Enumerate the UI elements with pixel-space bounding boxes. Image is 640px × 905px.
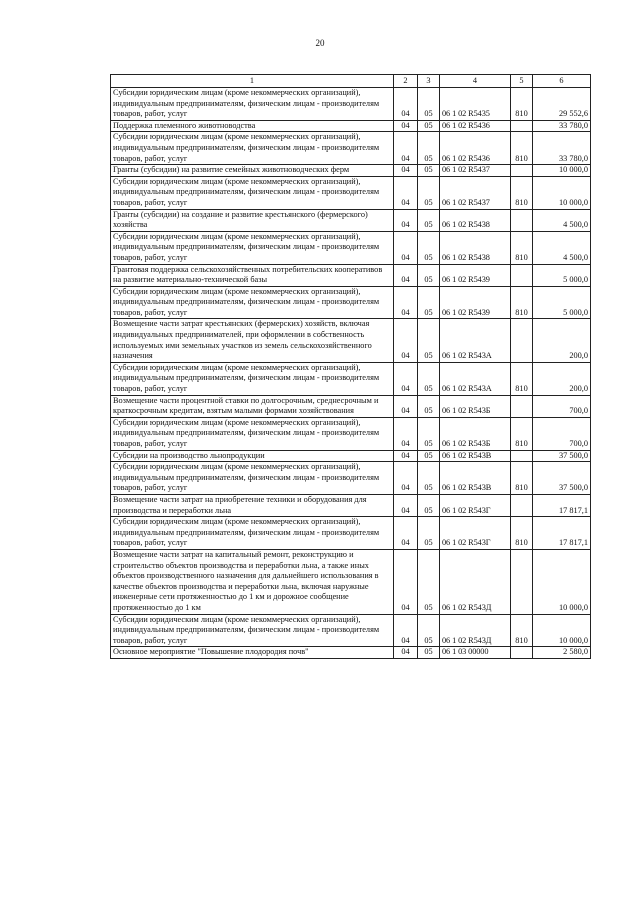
row-amount-cell: 200,0 [533,319,591,362]
row-amount-cell: 5 000,0 [533,286,591,319]
row-section-cell: 04 [394,549,418,614]
row-target-code-cell: 06 1 02 R5436 [440,120,511,132]
row-target-code-cell: 06 1 02 R5438 [440,209,511,231]
row-section-cell: 04 [394,132,418,165]
table-row [111,165,591,177]
table-row [111,450,591,462]
header-col-1: 1 [111,75,394,88]
row-subsection-cell: 05 [418,165,440,177]
row-amount-cell: 29 552,6 [533,88,591,121]
row-amount-cell: 4 500,0 [533,209,591,231]
row-expense-type-cell: 810 [511,417,533,450]
row-section-cell: 04 [394,614,418,647]
table-row [111,647,591,659]
row-subsection-cell: 05 [418,120,440,132]
row-subsection-cell: 05 [418,264,440,286]
table-row [111,132,591,165]
row-name-cell: Гранты (субсидии) на развитие семейных животноводческих ферм [111,165,394,177]
row-name-cell: Возмещение части затрат на капитальный ремонт, реконструкцию и строительство объектов производства и переработки льна, а также иных объектов производственного назначения для дальнейшего использования в качестве объектов производства и переработки льна, включая наружные инженерные сети протяженностью до 1 км и дорожное сообщение протяженностью до 1 км [111,549,394,614]
row-expense-type-cell [511,450,533,462]
row-target-code-cell: 06 1 02 R543Г [440,494,511,516]
row-subsection-cell: 05 [418,450,440,462]
table-row [111,264,591,286]
row-expense-type-cell [511,647,533,659]
row-subsection-cell: 05 [418,614,440,647]
row-name-cell: Субсидии юридическим лицам (кроме некоммерческих организаций), индивидуальным предпринимателям, физическим лицам - производителям товаров, работ, услуг [111,614,394,647]
budget-table [110,74,591,659]
row-section-cell: 04 [394,286,418,319]
row-amount-cell: 200,0 [533,362,591,395]
row-amount-cell: 37 500,0 [533,450,591,462]
table-row [111,231,591,264]
row-section-cell: 04 [394,517,418,550]
row-target-code-cell: 06 1 03 00000 [440,647,511,659]
row-section-cell: 04 [394,209,418,231]
row-amount-cell: 10 000,0 [533,614,591,647]
row-name-cell: Субсидии юридическим лицам (кроме некоммерческих организаций), индивидуальным предпринимателям, физическим лицам - производителям товаров, работ, услуг [111,362,394,395]
row-amount-cell: 33 780,0 [533,120,591,132]
row-target-code-cell: 06 1 02 R5439 [440,286,511,319]
row-amount-cell: 17 817,1 [533,517,591,550]
row-section-cell: 04 [394,120,418,132]
row-section-cell: 04 [394,417,418,450]
row-target-code-cell: 06 1 02 R5437 [440,165,511,177]
row-expense-type-cell [511,395,533,417]
row-amount-cell: 4 500,0 [533,231,591,264]
table-row [111,88,591,121]
row-name-cell: Субсидии юридическим лицам (кроме некоммерческих организаций), индивидуальным предпринимателям, физическим лицам - производителям товаров, работ, услуг [111,231,394,264]
row-subsection-cell: 05 [418,517,440,550]
row-target-code-cell: 06 1 02 R543Б [440,417,511,450]
row-amount-cell: 700,0 [533,417,591,450]
row-name-cell: Основное мероприятие "Повышение плодородия почв" [111,647,394,659]
row-expense-type-cell [511,165,533,177]
row-section-cell: 04 [394,264,418,286]
row-name-cell: Субсидии юридическим лицам (кроме некоммерческих организаций), индивидуальным предпринимателям, физическим лицам - производителям товаров, работ, услуг [111,176,394,209]
row-name-cell: Возмещение части затрат крестьянских (фермерских) хозяйств, включая индивидуальных предпринимателей, при оформлении в собственность используемых ими земельных участков из земель сельскохозяйственного назначения [111,319,394,362]
row-target-code-cell: 06 1 02 R543А [440,319,511,362]
header-row [111,75,591,88]
row-subsection-cell: 05 [418,647,440,659]
row-name-cell: Гранты (субсидии) на создание и развитие крестьянского (фермерского) хозяйства [111,209,394,231]
row-expense-type-cell: 810 [511,176,533,209]
row-expense-type-cell [511,494,533,516]
table-row [111,176,591,209]
row-subsection-cell: 05 [418,395,440,417]
table-row [111,549,591,614]
row-expense-type-cell [511,264,533,286]
row-section-cell: 04 [394,494,418,516]
row-target-code-cell: 06 1 02 R543А [440,362,511,395]
table-row [111,462,591,495]
table-row [111,209,591,231]
row-subsection-cell: 05 [418,549,440,614]
row-amount-cell: 10 000,0 [533,176,591,209]
row-subsection-cell: 05 [418,176,440,209]
row-section-cell: 04 [394,231,418,264]
row-section-cell: 04 [394,319,418,362]
header-col-4: 4 [440,75,511,88]
table-row [111,517,591,550]
header-col-6: 6 [533,75,591,88]
row-target-code-cell: 06 1 02 R543В [440,462,511,495]
header-col-5: 5 [511,75,533,88]
row-name-cell: Субсидии юридическим лицам (кроме некоммерческих организаций), индивидуальным предпринимателям, физическим лицам - производителям товаров, работ, услуг [111,517,394,550]
row-subsection-cell: 05 [418,132,440,165]
table-row [111,417,591,450]
row-subsection-cell: 05 [418,209,440,231]
row-subsection-cell: 05 [418,286,440,319]
table-row [111,286,591,319]
row-name-cell: Субсидии юридическим лицам (кроме некоммерческих организаций), индивидуальным предпринимателям, физическим лицам - производителям товаров, работ, услуг [111,132,394,165]
row-amount-cell: 5 000,0 [533,264,591,286]
row-amount-cell: 10 000,0 [533,165,591,177]
row-expense-type-cell [511,319,533,362]
row-name-cell: Возмещение части затрат на приобретение техники и оборудования для производства и переработки льна [111,494,394,516]
row-expense-type-cell: 810 [511,614,533,647]
row-target-code-cell: 06 1 02 R543Г [440,517,511,550]
row-expense-type-cell [511,209,533,231]
row-expense-type-cell: 810 [511,462,533,495]
table-row [111,494,591,516]
table-row [111,120,591,132]
row-expense-type-cell [511,549,533,614]
row-name-cell: Субсидии юридическим лицам (кроме некоммерческих организаций), индивидуальным предпринимателям, физическим лицам - производителям товаров, работ, услуг [111,88,394,121]
row-subsection-cell: 05 [418,88,440,121]
row-target-code-cell: 06 1 02 R5439 [440,264,511,286]
row-amount-cell: 33 780,0 [533,132,591,165]
row-section-cell: 04 [394,462,418,495]
row-expense-type-cell: 810 [511,286,533,319]
table-row [111,395,591,417]
row-amount-cell: 37 500,0 [533,462,591,495]
row-section-cell: 04 [394,450,418,462]
row-amount-cell: 700,0 [533,395,591,417]
row-subsection-cell: 05 [418,494,440,516]
table-row [111,614,591,647]
row-target-code-cell: 06 1 02 R543В [440,450,511,462]
row-name-cell: Возмещение части процентной ставки по долгосрочным, среднесрочным и краткосрочным кредитам, взятым малыми формами хозяйствования [111,395,394,417]
row-subsection-cell: 05 [418,319,440,362]
table-row [111,319,591,362]
row-target-code-cell: 06 1 02 R543Д [440,614,511,647]
row-section-cell: 04 [394,362,418,395]
row-name-cell: Субсидии юридическим лицам (кроме некоммерческих организаций), индивидуальным предпринимателям, физическим лицам - производителям товаров, работ, услуг [111,462,394,495]
row-target-code-cell: 06 1 02 R5438 [440,231,511,264]
row-target-code-cell: 06 1 02 R543Б [440,395,511,417]
row-expense-type-cell [511,120,533,132]
row-expense-type-cell: 810 [511,88,533,121]
row-name-cell: Субсидии юридическим лицам (кроме некоммерческих организаций), индивидуальным предпринимателям, физическим лицам - производителям товаров, работ, услуг [111,417,394,450]
row-expense-type-cell: 810 [511,231,533,264]
row-subsection-cell: 05 [418,417,440,450]
header-col-3: 3 [418,75,440,88]
row-name-cell: Субсидии юридическим лицам (кроме некоммерческих организаций), индивидуальным предпринимателям, физическим лицам - производителям товаров, работ, услуг [111,286,394,319]
row-expense-type-cell: 810 [511,132,533,165]
row-target-code-cell: 06 1 02 R5435 [440,88,511,121]
row-name-cell: Поддержка племенного животноводства [111,120,394,132]
row-section-cell: 04 [394,647,418,659]
row-amount-cell: 2 580,0 [533,647,591,659]
row-section-cell: 04 [394,176,418,209]
row-subsection-cell: 05 [418,462,440,495]
row-expense-type-cell: 810 [511,362,533,395]
row-section-cell: 04 [394,395,418,417]
row-section-cell: 04 [394,165,418,177]
row-name-cell: Субсидии на производство льнопродукции [111,450,394,462]
row-target-code-cell: 06 1 02 R5436 [440,132,511,165]
row-name-cell: Грантовая поддержка сельскохозяйственных потребительских кооперативов на развитие материально-технической базы [111,264,394,286]
row-amount-cell: 17 817,1 [533,494,591,516]
row-subsection-cell: 05 [418,362,440,395]
row-target-code-cell: 06 1 02 R543Д [440,549,511,614]
table-row [111,362,591,395]
page-number: 20 [315,38,325,48]
header-col-2: 2 [394,75,418,88]
row-section-cell: 04 [394,88,418,121]
row-amount-cell: 10 000,0 [533,549,591,614]
row-target-code-cell: 06 1 02 R5437 [440,176,511,209]
row-expense-type-cell: 810 [511,517,533,550]
row-subsection-cell: 05 [418,231,440,264]
